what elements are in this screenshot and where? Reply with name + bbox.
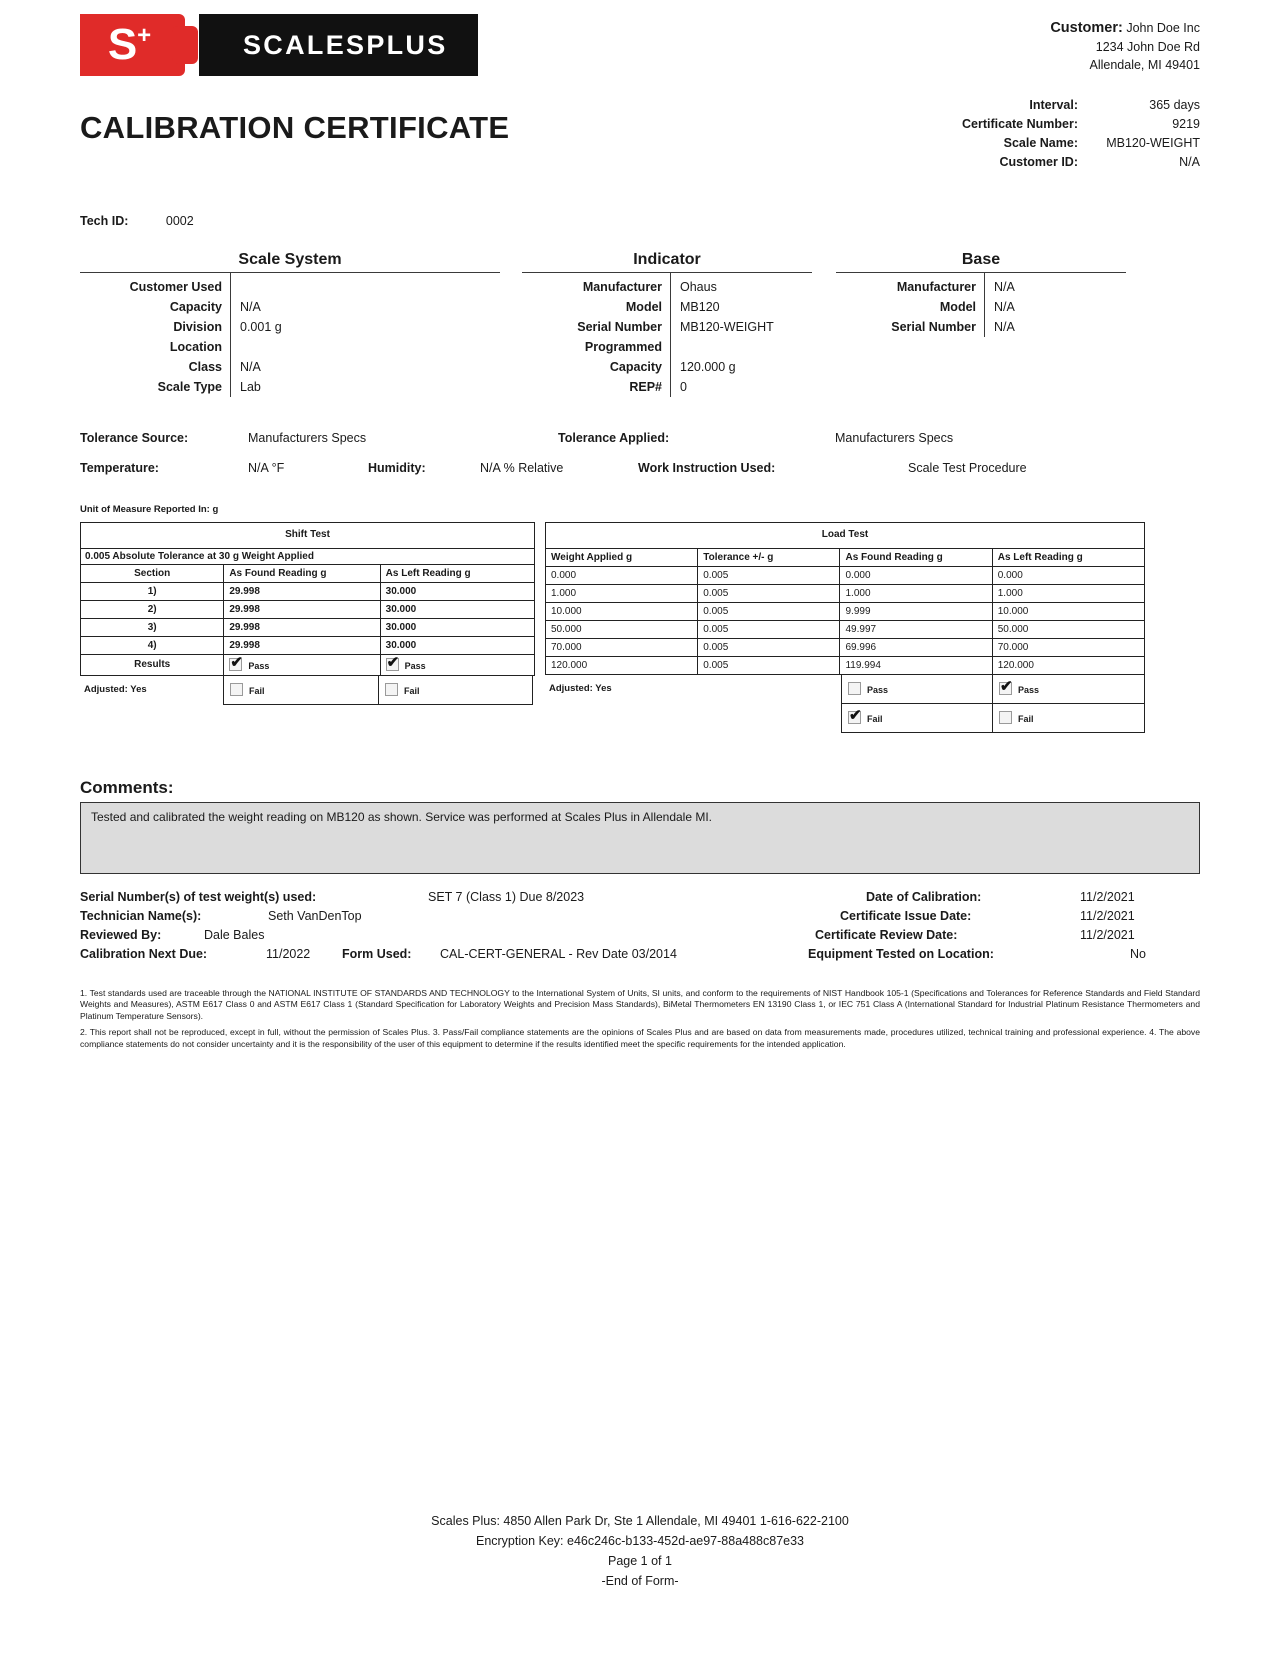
shift-adjusted: Adjusted: Yes bbox=[84, 683, 147, 695]
checkbox-checked-icon[interactable] bbox=[229, 658, 242, 671]
test-tables bbox=[80, 522, 1200, 733]
scale-name-value: MB120-WEIGHT bbox=[1106, 136, 1200, 150]
spec-label: Serial Number bbox=[577, 320, 662, 334]
spec-value: 0 bbox=[680, 380, 687, 394]
shift-row-as-left: 30.000 bbox=[380, 636, 534, 654]
fine-print-paragraph-2: 2. This report shall not be reproduced, except in full, without the permission of Scales Plus. 3. Pass/Fail compliance statements are the opinions of Scales Plus and are based on data from measurements made, procedures utilized, technical training and professional experience. 4. The above compliance statements do not consider uncertainty and it is the responsibility of the user of this equipment to determine if the results identified meet the specific requirements for the intended application. bbox=[80, 1027, 1200, 1049]
shift-row-as-found: 29.998 bbox=[224, 582, 380, 600]
tech-id-row bbox=[80, 214, 1200, 228]
shift-test-footer bbox=[80, 676, 535, 705]
shift-as-found-fail-label: Fail bbox=[249, 685, 265, 696]
load-test-title: Load Test bbox=[546, 522, 1145, 548]
customer-name-row bbox=[962, 20, 1200, 36]
certificate-issue-date-value: 11/2/2021 bbox=[1080, 908, 1135, 923]
spec-value bbox=[240, 277, 500, 297]
table-row bbox=[546, 522, 1145, 548]
scale-system-block bbox=[80, 252, 500, 397]
interval-label: Interval: bbox=[1029, 98, 1078, 112]
spec-label: Capacity bbox=[609, 360, 662, 374]
footer-page-number: Page 1 of 1 bbox=[608, 1554, 672, 1568]
checkbox-checked-icon[interactable] bbox=[386, 658, 399, 671]
comments-heading: Comments: bbox=[80, 777, 174, 797]
spec-value bbox=[240, 337, 500, 357]
load-header-as-left: As Left Reading g bbox=[992, 548, 1144, 566]
customer-id-label: Customer ID: bbox=[999, 155, 1078, 169]
load-row-weight: 0.000 bbox=[546, 566, 698, 584]
spec-value: Ohaus bbox=[680, 280, 717, 294]
logo-mark-icon bbox=[80, 14, 185, 76]
load-as-found-fail-cell[interactable] bbox=[841, 704, 993, 733]
shift-header-as-left: As Left Reading g bbox=[380, 564, 534, 582]
load-test-block bbox=[535, 522, 1145, 733]
page-header bbox=[80, 0, 1200, 172]
indicator-title: Indicator bbox=[633, 251, 701, 268]
customer-id-value: N/A bbox=[1179, 155, 1200, 169]
serial-label: Serial Number(s) of test weight(s) used: bbox=[80, 889, 317, 904]
load-row-tolerance: 0.005 bbox=[698, 566, 840, 584]
base-labels bbox=[836, 273, 984, 337]
shift-row-as-left: 30.000 bbox=[380, 600, 534, 618]
load-as-left-fail-label: Fail bbox=[1018, 713, 1034, 724]
shift-row-section: 4) bbox=[81, 636, 224, 654]
page-footer bbox=[0, 1511, 1280, 1591]
next-due-label: Calibration Next Due: bbox=[80, 946, 208, 961]
shift-row-as-left: 30.000 bbox=[380, 582, 534, 600]
load-as-found-pass-label: Pass bbox=[867, 684, 889, 695]
equipment-location-value: No bbox=[1130, 946, 1146, 961]
table-row bbox=[546, 566, 1145, 584]
load-row-as-left: 50.000 bbox=[992, 620, 1144, 638]
temperature-label: Temperature: bbox=[80, 461, 159, 475]
load-test-footer bbox=[545, 675, 1145, 733]
shift-test-table bbox=[80, 522, 535, 676]
shift-as-left-fail-label: Fail bbox=[404, 685, 420, 696]
tech-id-value: 0002 bbox=[165, 214, 194, 228]
header-right bbox=[962, 14, 1200, 172]
technician-value: Seth VanDenTop bbox=[268, 908, 362, 923]
spec-value: Lab bbox=[240, 380, 261, 394]
interval-value: 365 days bbox=[1149, 98, 1200, 112]
load-row-as-found: 49.997 bbox=[840, 620, 992, 638]
load-row-weight: 120.000 bbox=[546, 656, 698, 674]
load-as-found-result-col bbox=[841, 675, 993, 733]
scale-system-title: Scale System bbox=[238, 251, 342, 268]
shift-header-as-found: As Found Reading g bbox=[224, 564, 380, 582]
shift-as-left-fail-cell[interactable] bbox=[379, 676, 533, 705]
spec-label: Customer Used bbox=[129, 280, 222, 294]
table-row bbox=[546, 584, 1145, 602]
load-row-weight: 1.000 bbox=[546, 584, 698, 602]
table-row bbox=[81, 548, 535, 564]
shift-row-as-found: 29.998 bbox=[224, 600, 380, 618]
fine-print bbox=[80, 988, 1200, 1051]
base-values bbox=[984, 273, 1126, 337]
indicator-block bbox=[522, 252, 812, 397]
date-of-calibration-label: Date of Calibration: bbox=[866, 889, 982, 904]
shift-row-as-left: 30.000 bbox=[380, 618, 534, 636]
spec-label: Model bbox=[939, 300, 976, 314]
page-title: CALIBRATION CERTIFICATE bbox=[80, 110, 510, 145]
indicator-labels bbox=[522, 273, 670, 397]
load-row-weight: 70.000 bbox=[546, 638, 698, 656]
serial-row bbox=[80, 890, 1200, 909]
load-row-weight: 10.000 bbox=[546, 602, 698, 620]
spec-label: Location bbox=[169, 340, 222, 354]
load-row-tolerance: 0.005 bbox=[698, 602, 840, 620]
table-header-row bbox=[546, 548, 1145, 566]
load-row-as-found: 69.996 bbox=[840, 638, 992, 656]
table-row bbox=[546, 602, 1145, 620]
unit-of-measure: Unit of Measure Reported In: g bbox=[80, 504, 219, 515]
load-row-as-left: 1.000 bbox=[992, 584, 1144, 602]
spec-label: Manufacturer bbox=[896, 280, 976, 294]
tolerance-source-label: Tolerance Source: bbox=[80, 431, 189, 445]
reviewed-row bbox=[80, 928, 1200, 947]
comments-box: Tested and calibrated the weight reading on MB120 as shown. Service was performed at Scales Plus in Allendale MI. bbox=[80, 802, 1200, 874]
spec-value: 0.001 g bbox=[240, 320, 282, 334]
spec-value bbox=[680, 337, 812, 357]
shift-test-title: Shift Test bbox=[81, 522, 535, 548]
customer-address2: Allendale, MI 49401 bbox=[1089, 58, 1200, 72]
shift-row-as-found: 29.998 bbox=[224, 618, 380, 636]
humidity-label: Humidity: bbox=[368, 461, 426, 475]
table-row bbox=[546, 620, 1145, 638]
load-row-tolerance: 0.005 bbox=[698, 638, 840, 656]
technician-label: Technician Name(s): bbox=[80, 908, 202, 923]
load-test-table bbox=[545, 522, 1145, 675]
shift-row-section: 1) bbox=[81, 582, 224, 600]
spec-value: MB120 bbox=[680, 300, 720, 314]
load-row-as-left: 0.000 bbox=[992, 566, 1144, 584]
tolerance-applied-label: Tolerance Applied: bbox=[558, 431, 670, 445]
checkbox-unchecked-icon[interactable] bbox=[999, 711, 1012, 724]
spec-value: MB120-WEIGHT bbox=[680, 320, 774, 334]
certificate-review-date-label: Certificate Review Date: bbox=[815, 927, 958, 942]
certificate-issue-date-label: Certificate Issue Date: bbox=[840, 908, 972, 923]
spec-label: Division bbox=[173, 320, 222, 334]
table-row bbox=[81, 618, 535, 636]
table-row bbox=[81, 600, 535, 618]
serial-value: SET 7 (Class 1) Due 8/2023 bbox=[428, 889, 585, 904]
scale-system-values bbox=[230, 273, 500, 397]
spec-label: REP# bbox=[629, 380, 662, 394]
tech-id-label: Tech ID: bbox=[80, 214, 129, 228]
table-row bbox=[546, 638, 1145, 656]
signature-block bbox=[80, 890, 1200, 976]
tolerance-source-row bbox=[80, 431, 1200, 461]
tolerance-applied-value: Manufacturers Specs bbox=[835, 431, 954, 445]
meta-row bbox=[962, 153, 1200, 172]
shift-as-found-pass-label: Pass bbox=[248, 660, 270, 671]
shift-as-found-fail-cell[interactable] bbox=[223, 676, 379, 705]
load-row-as-found: 119.994 bbox=[840, 656, 992, 674]
load-row-as-left: 10.000 bbox=[992, 602, 1144, 620]
checkbox-unchecked-icon[interactable] bbox=[848, 682, 861, 695]
load-header-weight: Weight Applied g bbox=[546, 548, 698, 566]
spec-label: Scale Type bbox=[157, 380, 222, 394]
header-left bbox=[80, 14, 509, 143]
table-header-row bbox=[81, 564, 535, 582]
shift-as-found-pass-cell[interactable] bbox=[224, 654, 380, 675]
load-as-left-fail-cell[interactable] bbox=[993, 704, 1145, 733]
checkbox-checked-icon[interactable] bbox=[848, 711, 861, 724]
footer-address: Scales Plus: 4850 Allen Park Dr, Ste 1 Allendale, MI 49401 1-616-622-2100 bbox=[431, 1514, 849, 1528]
load-row-as-found: 0.000 bbox=[840, 566, 992, 584]
indicator-values bbox=[670, 273, 812, 397]
form-used-value: CAL-CERT-GENERAL - Rev Date 03/2014 bbox=[440, 946, 677, 961]
shift-results-label: Results bbox=[81, 654, 224, 675]
spec-label: Manufacturer bbox=[582, 280, 662, 294]
load-row-tolerance: 0.005 bbox=[698, 620, 840, 638]
spec-label: Model bbox=[625, 300, 662, 314]
shift-test-block bbox=[80, 522, 535, 705]
load-adjusted: Adjusted: Yes bbox=[549, 682, 612, 694]
base-block bbox=[836, 252, 1126, 397]
load-header-tolerance: Tolerance +/- g bbox=[698, 548, 840, 566]
load-row-weight: 50.000 bbox=[546, 620, 698, 638]
footer-encryption-key: Encryption Key: e46c246c-b133-452d-ae97-88a488c87e33 bbox=[475, 1534, 805, 1548]
next-due-value: 11/2022 bbox=[266, 946, 311, 961]
load-as-found-pass-cell[interactable] bbox=[841, 675, 993, 704]
tolerance-source-value: Manufacturers Specs bbox=[248, 431, 367, 445]
spec-label: Programmed bbox=[584, 340, 662, 354]
technician-row bbox=[80, 909, 1200, 928]
form-used-label: Form Used: bbox=[342, 946, 412, 961]
work-instruction-label: Work Instruction Used: bbox=[638, 461, 776, 475]
shift-as-left-pass-cell[interactable] bbox=[380, 654, 534, 675]
logo-letter: S bbox=[107, 20, 137, 69]
checkbox-checked-icon[interactable] bbox=[999, 682, 1012, 695]
humidity-value: N/A % Relative bbox=[480, 461, 564, 475]
load-row-tolerance: 0.005 bbox=[698, 656, 840, 674]
spec-value: N/A bbox=[994, 300, 1015, 314]
customer-name: John Doe Inc bbox=[1126, 21, 1200, 35]
meta-row bbox=[962, 115, 1200, 134]
work-instruction-value: Scale Test Procedure bbox=[908, 461, 1027, 475]
table-row bbox=[81, 654, 535, 675]
spec-value: N/A bbox=[240, 360, 261, 374]
checkbox-unchecked-icon[interactable] bbox=[230, 683, 243, 696]
load-header-as-found: As Found Reading g bbox=[840, 548, 992, 566]
next-due-row bbox=[80, 947, 1200, 966]
spec-value: 120.000 g bbox=[680, 360, 736, 374]
scalesplus-logo bbox=[80, 14, 509, 76]
load-row-as-found: 1.000 bbox=[840, 584, 992, 602]
spec-label: Capacity bbox=[169, 300, 222, 314]
date-of-calibration-value: 11/2/2021 bbox=[1080, 889, 1135, 904]
meta-row bbox=[962, 96, 1200, 115]
customer-address1: 1234 John Doe Rd bbox=[1095, 40, 1200, 54]
reviewed-by-value: Dale Bales bbox=[204, 927, 265, 942]
footer-end-of-form: -End of Form- bbox=[601, 1574, 679, 1588]
scale-system-labels bbox=[80, 273, 230, 397]
certificate-number-value: 9219 bbox=[1172, 117, 1200, 131]
spec-value: N/A bbox=[994, 280, 1015, 294]
load-row-tolerance: 0.005 bbox=[698, 584, 840, 602]
shift-header-section: Section bbox=[81, 564, 224, 582]
shift-row-section: 2) bbox=[81, 600, 224, 618]
table-row bbox=[81, 636, 535, 654]
spec-value: N/A bbox=[994, 320, 1015, 334]
shift-as-left-pass-label: Pass bbox=[404, 660, 426, 671]
equipment-location-label: Equipment Tested on Location: bbox=[808, 946, 994, 961]
spec-label: Serial Number bbox=[891, 320, 976, 334]
tolerance-block bbox=[80, 431, 1200, 491]
environment-row bbox=[80, 461, 1200, 491]
customer-label: Customer: bbox=[1050, 20, 1123, 36]
load-row-as-left: 70.000 bbox=[992, 638, 1144, 656]
load-as-found-fail-label: Fail bbox=[867, 713, 883, 724]
shift-row-section: 3) bbox=[81, 618, 224, 636]
shift-row-as-found: 29.998 bbox=[224, 636, 380, 654]
load-row-as-left: 120.000 bbox=[992, 656, 1144, 674]
load-as-left-pass-cell[interactable] bbox=[993, 675, 1145, 704]
scale-name-label: Scale Name: bbox=[1003, 136, 1078, 150]
spec-columns bbox=[80, 252, 1200, 397]
certificate-number-label: Certificate Number: bbox=[962, 117, 1078, 131]
load-as-left-pass-label: Pass bbox=[1018, 684, 1040, 695]
reviewed-by-label: Reviewed By: bbox=[80, 927, 162, 942]
temperature-value: N/A °F bbox=[248, 461, 285, 475]
certificate-meta bbox=[962, 96, 1200, 172]
spec-value: N/A bbox=[240, 300, 261, 314]
logo-plus-icon: + bbox=[137, 22, 152, 49]
logo-wordmark: SCALESPLUS bbox=[199, 14, 478, 76]
fine-print-paragraph-1: 1. Test standards used are traceable through the NATIONAL INSTITUTE OF STANDARDS AND TECHNOLOGY to the International System of Units, SI units, and conform to the requirements of NIST Handbook 105-1 (Specifications and Tolerances for Reference Standards and Field Standard Weights and Measures), ASTM E617 Class 0 and ASTM E617 Class 1 (Standard Specification for Laboratory Weights and Precision Mass Standards), BiMetal Thermometers EN 13190 Class 1, or IEC 751 Class A (International Standard for Industrial Platinum Resistance Thermometers and Platinum Temperature Sensors). bbox=[80, 987, 1200, 1021]
load-row-as-found: 9.999 bbox=[840, 602, 992, 620]
load-as-left-result-col bbox=[993, 675, 1145, 733]
table-row bbox=[81, 582, 535, 600]
certificate-review-date-value: 11/2/2021 bbox=[1080, 927, 1135, 942]
checkbox-unchecked-icon[interactable] bbox=[385, 683, 398, 696]
base-title: Base bbox=[961, 251, 1001, 268]
spec-label: Class bbox=[188, 360, 222, 374]
meta-row bbox=[962, 134, 1200, 153]
shift-test-note: 0.005 Absolute Tolerance at 30 g Weight Applied bbox=[81, 548, 535, 564]
table-row bbox=[546, 656, 1145, 674]
table-row bbox=[81, 522, 535, 548]
